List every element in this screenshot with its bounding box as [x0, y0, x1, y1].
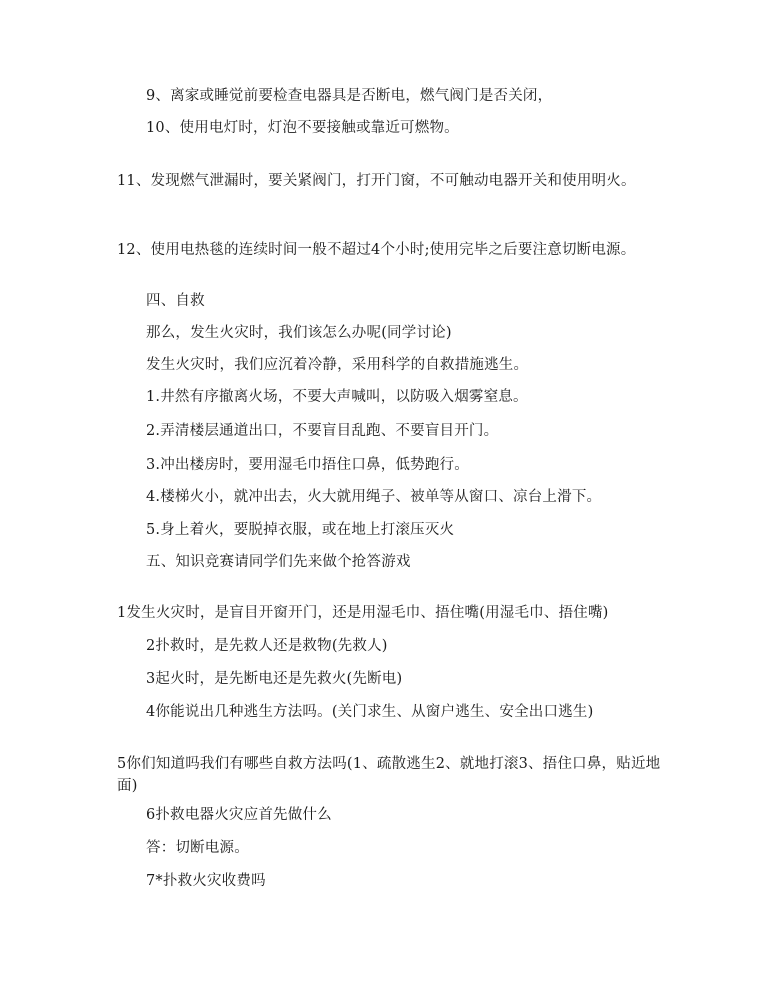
paragraph-12: 12、使用电热毯的连续时间一般不超过4个小时;使用完毕之后要注意切断电源。 [117, 242, 636, 258]
list-item-3: 3.冲出楼房时，要用湿毛巾捂住口鼻，低势跑行。 [146, 457, 469, 473]
paragraph-11: 11、发现燃气泄漏时，要关紧阀门，打开门窗，不可触动电器开关和使用明火。 [117, 173, 636, 189]
section-heading-self-rescue: 四、自救 [146, 293, 205, 309]
quiz-answer-6: 答：切断电源。 [146, 840, 249, 856]
paragraph-intro: 发生火灾时，我们应沉着冷静，采用科学的自救措施逃生。 [146, 357, 529, 373]
paragraph-question: 那么，发生火灾时，我们该怎么办呢(同学讨论) [146, 325, 452, 341]
list-item-5: 5.身上着火，要脱掉衣服，或在地上打滚压灭火 [146, 522, 455, 538]
list-item-1: 1.井然有序撤离火场，不要大声喊叫，以防吸入烟雾窒息。 [146, 389, 528, 405]
quiz-item-7: 7*扑救火灾收费吗 [146, 873, 266, 889]
list-item-4: 4.楼梯火小，就冲出去，火大就用绳子、被单等从窗口、凉台上滑下。 [146, 489, 602, 505]
quiz-item-6: 6扑救电器火灾应首先做什么 [146, 807, 332, 823]
paragraph-9: 9、离家或睡觉前要检查电器具是否断电，燃气阀门是否关闭， [146, 88, 553, 104]
quiz-item-4: 4你能说出几种逃生方法吗。(关门求生、从窗户逃生、安全出口逃生) [146, 704, 594, 720]
list-item-2: 2.弄清楼层通道出口，不要盲目乱跑、不要盲目开门。 [146, 423, 499, 439]
quiz-item-1: 1发生火灾时，是盲目开窗开门，还是用湿毛巾、捂住嘴(用湿毛巾、捂住嘴) [117, 605, 609, 621]
quiz-item-2: 2扑救时，是先救人还是救物(先救人) [146, 638, 388, 654]
section-heading-quiz: 五、知识竞赛请同学们先来做个抢答游戏 [146, 554, 411, 570]
quiz-item-5: 5你们知道吗我们有哪些自救方法吗(1、疏散逃生2、就地打滚3、捂住口鼻，贴近地面) [117, 756, 661, 794]
quiz-item-3: 3起火时，是先断电还是先救火(先断电) [146, 671, 403, 687]
paragraph-10: 10、使用电灯时，灯泡不要接触或靠近可燃物。 [146, 120, 459, 136]
